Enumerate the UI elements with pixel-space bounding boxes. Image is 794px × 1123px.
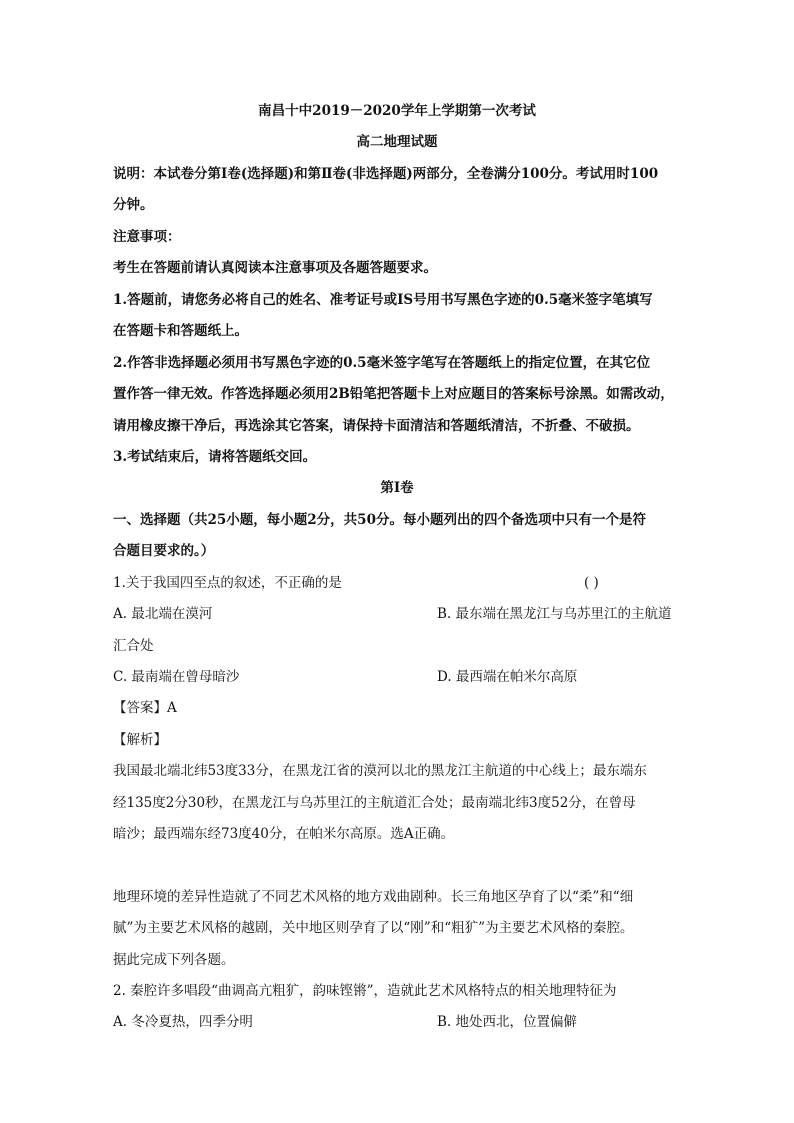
passage-line-3: 据此完成下列各题。 (113, 952, 235, 968)
notice-intro: 考生在答题前请认真阅读本注意事项及各题答题要求。 (113, 260, 437, 276)
notice-item-2b: 置作答一律无效。作答选择题必须用2B铅笔把答题卡上对应题目的答案标号涂黑。如需改动， (113, 386, 674, 402)
notice-item-3: 3.考试结束后，请将答题纸交回。 (113, 449, 317, 465)
exam-subtitle: 高二地理试题 (356, 134, 438, 150)
notice-item-1a: 1.答题前，请您务必将自己的姓名、准考证号或IS号用书写黑色字迹的0.5毫米签字笔填写 (113, 292, 653, 308)
notice-heading: 注意事项： (113, 229, 181, 245)
exam-title: 南昌十中2019－2020学年上学期第一次考试 (258, 103, 536, 119)
notice-item-1b: 在答题卡和答题纸上。 (113, 323, 248, 339)
volume-heading: 第Ⅰ卷 (380, 480, 414, 496)
q2-stem: 2. 秦腔许多唱段“曲调高亢粗犷，韵味铿锵”，造就此艺术风格特点的相关地理特征为 (113, 983, 617, 999)
q1-explanation-3: 暗沙；最西端东经73度40分，在帕米尔高原。选A正确。 (113, 826, 455, 842)
q2-option-b: B. 地处西北，位置偏僻 (437, 1014, 578, 1030)
passage-line-1: 地理环境的差异性造就了不同艺术风格的地方戏曲剧种。长三角地区孕育了以“柔”和“细 (113, 889, 634, 905)
instructions-line-1: 说明：本试卷分第Ⅰ卷(选择题)和第Ⅱ卷(非选择题)两部分，全卷满分100分。考试用时100 (113, 166, 659, 182)
passage-line-2: 腻”为主要艺术风格的越剧，关中地区则孕育了以“刚”和“粗犷”为主要艺术风格的秦腔。 (113, 920, 634, 936)
section-heading-a: 一、选择题（共25小题，每小题2分，共50分。每小题列出的四个备选项中只有一个是符 (113, 512, 646, 528)
q1-analysis-label: 【解析】 (113, 732, 167, 748)
notice-item-2c: 请用橡皮擦干净后，再选涂其它答案，请保持卡面清洁和答题纸清洁，不折叠、不破损。 (113, 418, 640, 434)
q1-answer-blank: ( ) (584, 575, 599, 591)
q1-explanation-1: 我国最北端北纬53度33分，在黑龙江省的漠河以北的黑龙江主航道的中心线上；最东端东 (113, 763, 647, 779)
q1-stem: 1.关于我国四至点的叙述，不正确的是 (113, 575, 342, 591)
q1-option-a: A. 最北端在漠河 (113, 606, 213, 622)
q1-explanation-2: 经135度2分30秒，在黑龙江与乌苏里江的主航道汇合处；最南端北纬3度52分，在曾母 (113, 795, 636, 811)
notice-item-2a: 2.作答非选择题必须用书写黑色字迹的0.5毫米签字笔写在答题纸上的指定位置，在其它位 (113, 355, 651, 371)
section-heading-b: 合题目要求的。） (113, 543, 215, 559)
q1-option-b-cont: 汇合处 (113, 638, 154, 654)
q1-option-c: C. 最南端在曾母暗沙 (113, 669, 240, 685)
q1-option-b: B. 最东端在黑龙江与乌苏里江的主航道 (437, 606, 672, 622)
instructions-line-2: 分钟。 (113, 197, 154, 213)
q1-option-d: D. 最西端在帕米尔高原 (437, 669, 578, 685)
q2-option-a: A. 冬冷夏热，四季分明 (113, 1014, 253, 1030)
q1-answer: 【答案】A (113, 700, 177, 716)
